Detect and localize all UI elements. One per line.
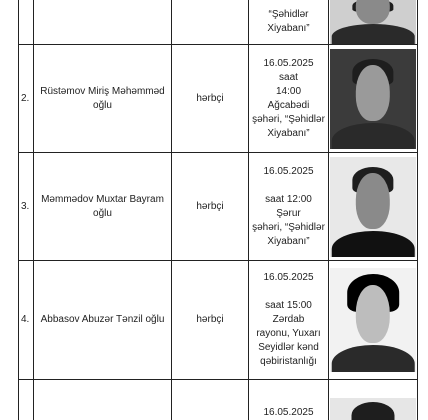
person-rank: hərbçi bbox=[171, 153, 248, 260]
burial-info-line: 16.05.2025 bbox=[263, 57, 314, 69]
burial-info-line: 16.05.2025 bbox=[263, 165, 314, 177]
burial-info-line: qəbiristanlığı bbox=[260, 356, 317, 367]
row-number: 4. bbox=[18, 261, 33, 379]
burial-info-line: Seyidlər kənd bbox=[258, 342, 319, 353]
table-row bbox=[18, 0, 418, 45]
photo-cell bbox=[328, 45, 418, 152]
burial-info-line: Xiyabanı” bbox=[267, 235, 310, 247]
person-name bbox=[33, 380, 171, 420]
soldier-portrait bbox=[330, 157, 416, 257]
photo-cell bbox=[328, 0, 418, 44]
burial-info bbox=[248, 380, 328, 420]
row-number: 2. bbox=[18, 45, 33, 152]
person-rank: hərbçi bbox=[171, 261, 248, 379]
burial-info-line: Şərur bbox=[276, 207, 301, 219]
person-rank bbox=[171, 0, 248, 44]
person-rank bbox=[171, 380, 248, 420]
table-row bbox=[18, 153, 418, 261]
photo-cell bbox=[328, 153, 418, 260]
burial-info-line: “Şəhidlər bbox=[268, 9, 309, 20]
burial-info bbox=[248, 153, 328, 260]
table-row bbox=[18, 45, 418, 153]
soldier-portrait bbox=[330, 268, 416, 372]
burial-info bbox=[248, 261, 328, 379]
burial-info-line: şəhəri, “Şəhidlər bbox=[252, 221, 325, 233]
person-name: Məmmədov Muxtar Bayram oğlu bbox=[33, 153, 171, 260]
burial-info-line: şəhəri, “Şəhidlər bbox=[252, 113, 325, 125]
table-row bbox=[18, 380, 418, 420]
burial-info-line: 14:00 bbox=[275, 85, 302, 97]
person-name bbox=[33, 0, 171, 44]
burial-info-line: Ağcabədi bbox=[267, 99, 310, 111]
row-number bbox=[18, 0, 33, 44]
photo-cell bbox=[328, 380, 418, 420]
row-number: 3. bbox=[18, 153, 33, 260]
burial-info-line: saat bbox=[279, 71, 298, 83]
photo-cell bbox=[328, 261, 418, 379]
burial-info-line: Xiyabanı” bbox=[267, 23, 310, 34]
person-name: Abbasov Abuzər Tənzil oğlu bbox=[33, 261, 171, 379]
memorial-table bbox=[18, 0, 418, 420]
person-rank: hərbçi bbox=[171, 45, 248, 152]
burial-info-line: 16.05.2025 bbox=[263, 272, 314, 283]
soldier-portrait bbox=[330, 0, 416, 44]
burial-info-line: rayonu, Yuxarı bbox=[256, 328, 321, 339]
burial-info-line: Zərdab bbox=[272, 314, 305, 325]
burial-info-line: saat 15:00 bbox=[265, 300, 312, 311]
soldier-portrait bbox=[330, 398, 416, 420]
person-name: Rüstəmov Miriş Məhəmməd oğlu bbox=[33, 45, 171, 152]
table-row bbox=[18, 261, 418, 380]
row-number bbox=[18, 380, 33, 420]
burial-info-line: Xiyabanı” bbox=[267, 127, 310, 139]
burial-info-line: saat 12:00 bbox=[265, 193, 312, 205]
burial-info bbox=[248, 45, 328, 152]
burial-info bbox=[248, 0, 328, 44]
soldier-portrait bbox=[330, 49, 416, 149]
burial-info-line: 16.05.2025 bbox=[263, 407, 314, 418]
